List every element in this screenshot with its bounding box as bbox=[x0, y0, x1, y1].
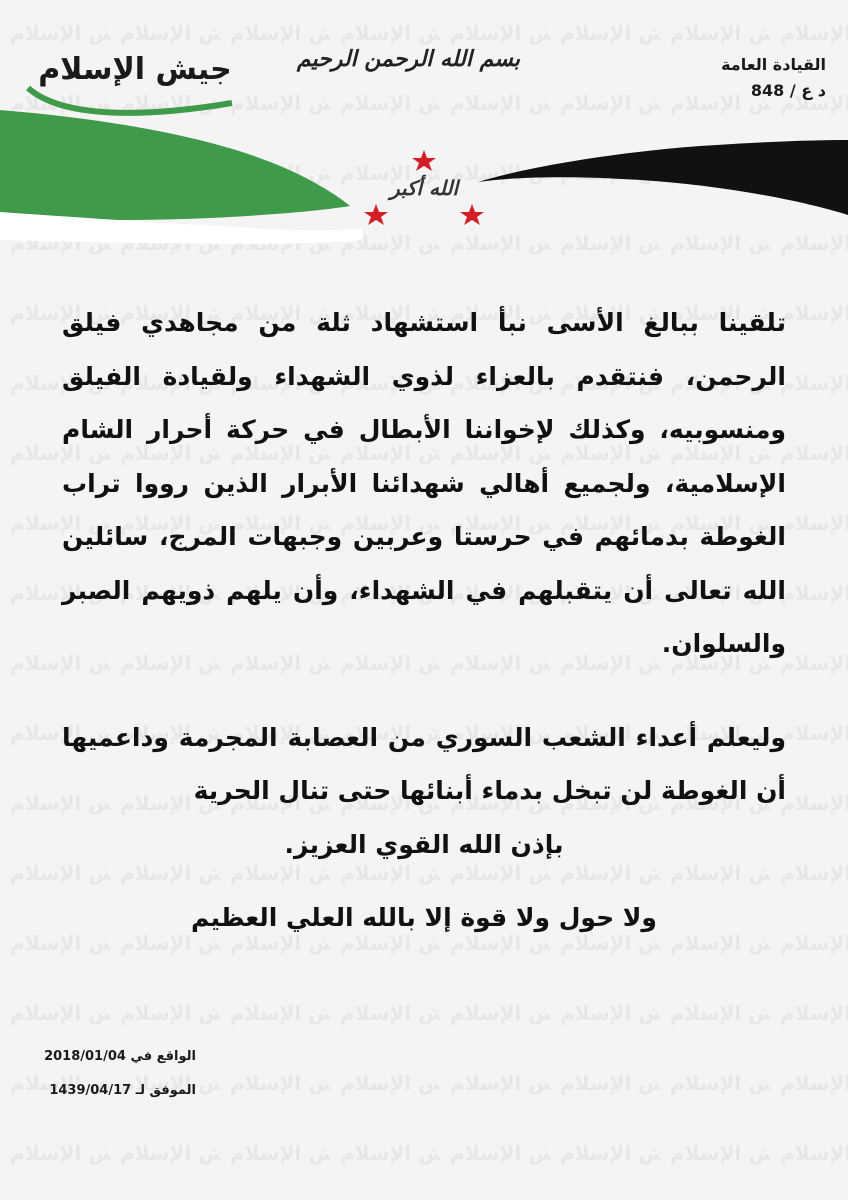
dates-block bbox=[0, 1040, 196, 1108]
paragraph-warning-end: بإذن الله القوي العزيز. bbox=[284, 829, 564, 859]
closing-phrase: ولا حول ولا قوة إلا بالله العلي العظيم bbox=[191, 903, 657, 932]
logo-text: جيش الإسلام bbox=[38, 52, 232, 87]
gregorian-date-value: 2018/01/04 bbox=[44, 1049, 126, 1064]
basmala-calligraphy: بسم الله الرحمن الرحيم bbox=[296, 46, 520, 72]
paragraph-warning: وليعلم أعداء الشعب السوري من العصابة المجرمة وداعميها أن الغوطة لن تبخل بدماء أبنائها حتى تنال الحرية bbox=[62, 722, 786, 805]
paragraph-condolence: تلقينا ببالغ الأسى نبأ استشهاد ثلة من مجاهدي فيلق الرحمن، فنتقدم بالعزاء لذوي الشهداء ولقيادة الفيلق ومنسوبيه، وكذلك لإخواننا الأبطال في حركة أحرار الشام الإسلامية، ولجميع أهالي شهدائنا الأبرار الذين رووا تراب الغوطة بدمائهم في حرستا وعربين وجبهات المرج، سائلين الله تعالى أن يتقبلهم في الشهداء، وأن يلهم ذويهم الصبر والسلوان. bbox=[62, 308, 786, 658]
hijri-date-value: 1439/04/17 bbox=[49, 1083, 132, 1098]
reference-number: د ع / 848 bbox=[750, 81, 826, 100]
document-header bbox=[626, 52, 826, 104]
gregorian-date-label: الواقع في bbox=[130, 1049, 196, 1064]
takbir-calligraphy: الله أكبر bbox=[389, 176, 459, 200]
logo-sweep bbox=[28, 88, 232, 113]
organization-logo bbox=[22, 48, 247, 118]
statement-body bbox=[62, 296, 786, 945]
hijri-date-row bbox=[0, 1074, 196, 1108]
issuing-authority: القيادة العامة bbox=[721, 55, 826, 74]
hijri-date-label: الموفق لـ bbox=[135, 1083, 196, 1098]
gregorian-date-row bbox=[0, 1040, 196, 1074]
